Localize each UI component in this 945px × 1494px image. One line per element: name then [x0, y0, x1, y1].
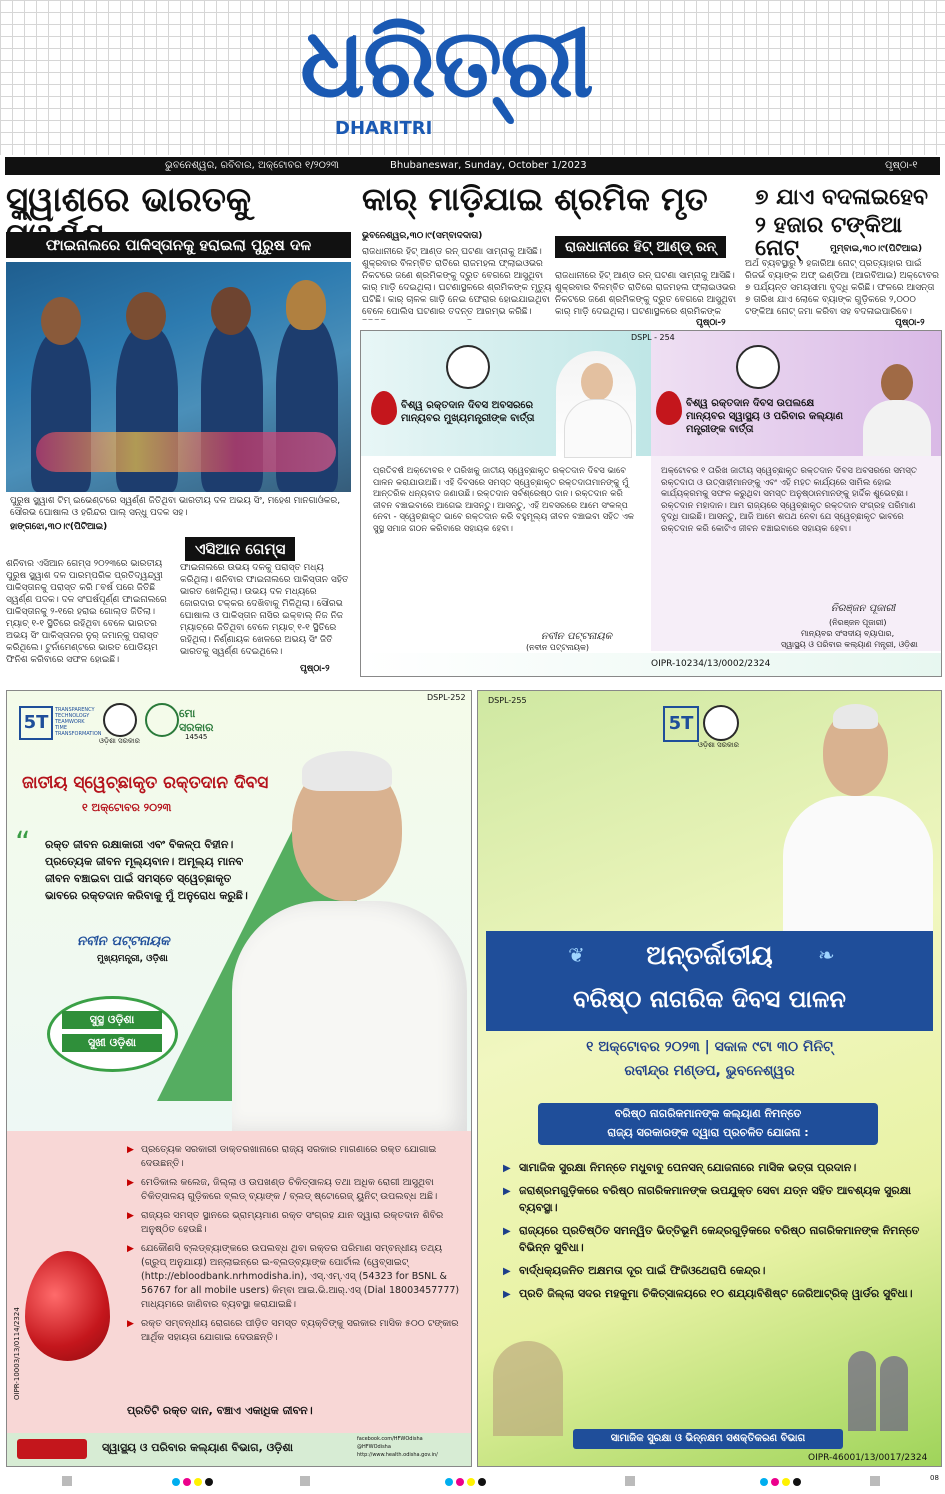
- senior-scheme-item: ▶ ଜରାଶ୍ରମଗୁଡ଼ିକରେ ବରିଷ୍ଠ ନାଗରିକମାନଙ୍କ ଉପଯୁକ୍ତ ସେବା ଯତ୍ନ ସହିତ ଆବଶ୍ୟକ ସୁରକ୍ଷା ବ୍ୟବସ୍ଥା।: [519, 1182, 923, 1216]
- blood-drop-icon: [371, 391, 397, 425]
- minister-signature-name: (ନିରଞ୍ଜନ ପୂଜାରୀ): [829, 618, 887, 627]
- blood-day-ad-code: DSPL - 254: [631, 333, 675, 342]
- odisha-govt-seal-icon: [446, 345, 490, 389]
- asian-games-tag: ଏସିଆନ ଗେମ୍ସ: [185, 537, 295, 561]
- senior-title-2: ବରିଷ୍ଠ ନାଗରିକ ଦିବସ ପାଳନ: [573, 985, 846, 1013]
- cm-message-text: ପ୍ରତିବର୍ଷ ଅକ୍ଟୋବର ୧ ତାରିଖକୁ ଜାତୀୟ ସ୍ୱେଚ୍ଛାକୃତ ରକ୍ତଦାନ ଦିବସ ଭାବେ ପାଳନ କରାଯାଉଅଛି। ଏହି ଦିବସରେ ସମସ୍ତ ସ୍ୱେଚ୍ଛାକୃତ ରକ୍ତଦାତାମାନଙ୍କୁ ମୁଁ ଆନ୍ତରିକ ଧନ୍ୟବାଦ ଜଣାଉଛି। ରକ୍ତଦାନ ସର୍ବଶ୍ରେଷ୍ଠ ଦାନ। ରକ୍ତଦାନ କରି ଜୀବନ ବଞ୍ଚାଇବାରେ ଆଗେଇ ଆସନ୍ତୁ। ଆସନ୍ତୁ, ଏହି ଅବସରରେ ଆମେ ସଂକଳ୍ପ ନେବା - ସ୍ୱେଚ୍ଛାକୃତ ଭାବେ ରକ୍ତଦାନ କରି ବହୁମୂଲ୍ୟ ଜୀବନ ବଞ୍ଚାଇବା ସହିତ ଏକ ସୁସ୍ଥ ସମାଜ ଗଠନ କରିବାରେ ସହାୟକ ହେବା।: [373, 466, 635, 534]
- senior-ad-code: DSPL-255: [488, 696, 527, 705]
- hitrun-tag: ରାଜଧାନୀରେ ହିଟ୍ ଆଣ୍ଡ୍ ରନ୍: [555, 236, 726, 258]
- cm-message-title: ବିଶ୍ୱ ରକ୍ତଦାନ ଦିବସ ଅବସରରେ ମାନ୍ୟବର ମୁଖ୍ୟମନ୍ତ୍ରୀଙ୍କ ବାର୍ତ୍ତା: [401, 400, 535, 424]
- senior-scheme-item: ▶ ରାଜ୍ୟରେ ପ୍ରତିଷ୍ଠିତ ସମନ୍ୱିତ ଭିତ୍ତିଭୂମି କେନ୍ଦ୍ରଗୁଡ଼ିକରେ ବରିଷ୍ଠ ନାଗରିକମାନଙ୍କ ନିମନ୍ତେ ବିଭିନ୍ନ ସୁବିଧା।: [519, 1222, 923, 1256]
- hitrun-continue: ପୃଷ୍ଠା-୨: [696, 318, 726, 328]
- cm-portrait-senior: [778, 701, 933, 931]
- voluntary-slogan: ପ୍ରତିଟି ରକ୍ତ ଦାନ, ବଞ୍ଚାଏ ଏକାଧିକ ଜୀବନ।: [127, 1404, 313, 1417]
- dateline-english: Bhubaneswar, Sunday, October 1/2023: [390, 160, 587, 171]
- mo-sarkar-number: 14545: [185, 733, 208, 741]
- senior-govt-label: ଓଡ଼ିଶା ସରକାର: [698, 741, 739, 749]
- scheme-title-2: ରାଜ୍ୟ ସରକାରଙ୍କ ଦ୍ୱାରା ପ୍ରଚଳିତ ଯୋଜନା :: [607, 1126, 809, 1139]
- cm-sign-role: ମୁଖ୍ୟମନ୍ତ୍ରୀ, ଓଡ଼ିଶା: [97, 954, 168, 964]
- squash-caption: ପୁରୁଷ ସ୍କ୍ୱାଶ ଟିମ୍ ଇଭେଣ୍ଟରେ ସ୍ୱର୍ଣ୍ଣ ଜିତିଥିବା ଭାରତୀୟ ଦଳ ଅଭୟ ସିଂ, ମହେଶ ମାନଗାଓଁକର, ସୌରଭ ଘୋଷାଲ ଓ ହରିନ୍ଦର ପାଲ୍ ସନ୍ଧୁ ପଦକ ସହ।: [10, 496, 341, 518]
- 5t-logo-senior: 5T: [663, 706, 699, 742]
- voluntary-bullet-list: [127, 1143, 462, 1345]
- senior-scheme-item: ▶ ସାମାଜିକ ସୁରକ୍ଷା ନିମନ୍ତେ ମଧୁବାବୁ ପେନସନ୍ ଯୋଜନାରେ ମାସିକ ଭତ୍ତା ପ୍ରଦାନ।: [519, 1159, 923, 1176]
- 5t-logo: 5T: [19, 706, 53, 740]
- senior-scheme-list: [503, 1159, 923, 1302]
- cm-quote: ରକ୍ତ ଜୀବନ ରକ୍ଷାକାରୀ ଏବଂ ବିକଳ୍ପ ବିହୀନ। ପ୍ରତ୍ୟେକ ଜୀବନ ମୂଲ୍ୟବାନ। ଅମୂଲ୍ୟ ମାନବ ଜୀବନ ବଞ୍ଚାଇବା ପାଇଁ ସମସ୍ତେ ସ୍ୱେଚ୍ଛାକୃତ ଭାବରେ ରକ୍ତଦାନ କରିବାକୁ ମୁଁ ଅନୁରୋଧ କରୁଛି।: [45, 838, 248, 902]
- minister-portrait: [861, 356, 931, 456]
- page-number-bottom: 08: [930, 1474, 939, 1482]
- hitrun-dateline: ଭୁବନେଶ୍ୱର,୩୦।୯(ସମ୍ବାଦଦାତା): [362, 231, 483, 241]
- mo-sarkar-icon: [145, 703, 179, 737]
- senior-title-1: ଅନ୍ତର୍ଜାତୀୟ: [646, 941, 773, 971]
- senior-footer: ସାମାଜିକ ସୁରକ୍ଷା ଓ ଭିନ୍ନକ୍ଷମ ସଶକ୍ତିକରଣ ବିଭାଗ: [573, 1429, 843, 1449]
- minister-message-title: ବିଶ୍ୱ ରକ୍ତଦାନ ଦିବସ ଉପଲକ୍ଷେ ମାନ୍ୟବର ସ୍ୱାସ୍ଥ୍ୟ ଓ ପରିବାର କଲ୍ୟାଣ ମନ୍ତ୍ରୀଙ୍କ ବାର୍ତ୍ତା: [686, 398, 844, 435]
- voluntary-oipr: OIPR-10003/13/0114/2324: [13, 1307, 21, 1400]
- elderly-couple-illustration: [848, 1351, 876, 1431]
- minister-role-2: ସ୍ୱାସ୍ଥ୍ୟ ଓ ପରିବାର କଲ୍ୟାଣ ମନ୍ତ୍ରୀ, ଓଡ଼ିଶା: [781, 640, 918, 649]
- squash-continue: ପୃଷ୍ଠା-୨: [300, 664, 330, 674]
- elderly-hand-illustration: [493, 1341, 563, 1436]
- notes-headline-2: ୨ ହଜାର ଟଙ୍କିଆ ନୋଟ୍: [755, 213, 903, 262]
- voluntary-title: ଜାତୀୟ ସ୍ୱେଚ୍ଛାକୃତ ରକ୍ତଦାନ ଦିବସ: [22, 773, 269, 793]
- hitrun-headline: କାର୍ ମାଡ଼ିଯାଇ ଶ୍ରମିକ ମୃତ: [362, 180, 708, 218]
- mo-sarkar-label: ମୋ ସରକାର: [179, 707, 214, 734]
- hitrun-body-1: ରାଜଧାନୀରେ ହିଟ୍ ଆଣ୍ଡ ରନ୍ ଘଟଣା ସାମ୍ନାକୁ ଆସିଛି। ଶୁକ୍ରବାର ବିଳମ୍ବିତ ରାତିରେ ରାଜମହଲ ଫ୍ଲାଇଓଭର ନିକଟରେ ଜଣେ ଶ୍ରମିକଙ୍କୁ ଦ୍ରୁତ ବେଗରେ ଆସୁଥିବା କାର୍ ମାଡ଼ି ଦେଇଥିଲା। ଘଟଣାସ୍ଥଳରେ ଶ୍ରମିକଙ୍କ ମୃତ୍ୟୁ ଘଟିଛି। କାର୍ ଚାଳକ ଗାଡ଼ି ନେଇ ଫେରାର ହୋଇଯାଇଥିବା ବେଳେ ପୋଲିସ ଘଟଣାର ତଦନ୍ତ ଆରମ୍ଭ କରିଛି।: [362, 247, 552, 317]
- voluntary-blood-donation-ad: [6, 690, 472, 1467]
- dateline-bar: [5, 157, 940, 175]
- odisha-seal-icon: [103, 703, 137, 737]
- voluntary-bullet: ▶ ରାଜ୍ୟର ସମସ୍ତ ସ୍ଥାନରେ ଭ୍ରାମ୍ୟମାଣ ରକ୍ତ ସଂଗ୍ରହ ଯାନ ଦ୍ୱାରା ରକ୍ତଦାନ ଶିବିର ଅନୁଷ୍ଠିତ ହେଉଛି।: [141, 1209, 462, 1237]
- senior-oipr: OIPR-46001/13/0017/2324: [808, 1453, 928, 1463]
- ornament-left-icon: ❦: [568, 943, 587, 967]
- badge-happy-odisha: ସୁଖୀ ଓଡ଼ିଶା: [62, 1034, 162, 1052]
- social-website-link[interactable]: http://www.health.odisha.gov.in/: [357, 1452, 438, 1458]
- page-number-top: ପୃଷ୍ଠା-୧: [885, 160, 918, 171]
- odisha-seal-icon-senior: [703, 705, 739, 741]
- notes-continue: ପୃଷ୍ଠା-୨: [895, 318, 925, 328]
- ornament-right-icon: ❧: [818, 943, 837, 967]
- senior-scheme-item: ▶ ବାର୍ଦ୍ଧକ୍ୟଜନିତ ଅକ୍ଷମତା ଦୂର ପାଇଁ ଫିଜିଓଥେରାପି କେନ୍ଦ୍ର।: [519, 1262, 923, 1279]
- notes-body: ଅର୍ଥ ବ୍ୟବସ୍ଥାରୁ ୨ ହଜାରିଆ ନୋଟ୍ ପ୍ରତ୍ୟାହାର ପାଇଁ ରିଜର୍ଭ ବ୍ୟାଙ୍କ ଅଫ୍ ଇଣ୍ଡିଆ (ଆରବିଆଇ) ଅକ୍ଟୋବର ୭ ପର୍ଯ୍ୟନ୍ତ ସମୟସୀମା ବୃଦ୍ଧି କରିଛି। ଫଳରେ ଆସନ୍ତା ୭ ତାରିଖ ଯାଏ ଲୋକେ ବ୍ୟାଙ୍କ ଗୁଡ଼ିକରେ ୨,୦୦୦ ଟଙ୍କିଆ ନୋଟ୍ ଜମା କରିବା ସହ ବଦଳାଇପାରିବେ।: [745, 259, 939, 317]
- voluntary-bullet: ▶ ପ୍ରତ୍ୟେକ ସରକାରୀ ଡାକ୍ତରଖାନାରେ ରାଜ୍ୟ ସରକାର ମାଗଣାରେ ରକ୍ତ ଯୋଗାଇ ଦେଉଛନ୍ତି।: [141, 1143, 462, 1171]
- cm-sign-voluntary: ନବୀନ ପଟ୍ଟନାୟକ: [77, 934, 170, 949]
- cm-portrait: [556, 351, 636, 456]
- social-twitter-link[interactable]: @HFWOdisha: [357, 1444, 391, 1450]
- newspaper-logo: ଧରିତ୍ରୀ: [300, 7, 592, 119]
- cm-portrait-large: [222, 751, 467, 1131]
- cm-signature: ନବୀନ ପଟ୍ଟନାୟକ: [541, 631, 612, 642]
- senior-event-venue: ରବୀନ୍ଦ୍ର ମଣ୍ଡପ, ଭୁବନେଶ୍ୱର: [624, 1063, 795, 1079]
- blood-day-oipr: OIPR-10234/13/0002/2324: [651, 659, 771, 669]
- hitrun-body-2: ରାଜଧାନୀରେ ହିଟ୍ ଆଣ୍ଡ ରନ୍ ଘଟଣା ସାମ୍ନାକୁ ଆସିଛି। ଶୁକ୍ରବାର ବିଳମ୍ବିତ ରାତିରେ ରାଜମହଲ ଫ୍ଲାଇଓଭର ନିକଟରେ ଜଣେ ଶ୍ରମିକଙ୍କୁ ଦ୍ରୁତ ବେଗରେ ଆସୁଥିବା କାର୍ ମାଡ଼ି ଦେଇଥିଲା। ଘଟଣାସ୍ଥଳରେ ଶ୍ରମିକଙ୍କ: [555, 271, 737, 317]
- squash-dateline: ହାଙ୍ଗଝୋ,୩୦।୯(ପିଟିଆଇ): [10, 522, 108, 532]
- voluntary-bullet: ▶ ମେଡିକାଲ କଲେଜ, ଜିଲ୍ଲା ଓ ଉପଖଣ୍ଡ ଚିକିତ୍ସାଳୟ ତଥା ଅଧିକ ରୋଗୀ ଆସୁଥିବା ଚିକିତ୍ସାଳୟ ଗୁଡ଼ିକରେ ବ୍ଲଡ୍ ବ୍ୟାଙ୍କ / ବ୍ଲଡ୍ ଷ୍ଟୋରେଜ୍ ୟୁନିଟ୍ ଉପଲବ୍ଧ ଅଛି।: [141, 1176, 462, 1204]
- voluntary-date: ୧ ଅକ୍ଟୋବର ୨୦୨୩: [82, 801, 172, 814]
- social-facebook-link[interactable]: facebook.com/HFWOdisha: [357, 1436, 423, 1442]
- dateline-odia: ଭୁବନେଶ୍ୱର, ରବିବାର, ଅକ୍ଟୋବର ୧/୨୦୨୩: [165, 160, 339, 171]
- health-dept-logo-icon: [17, 1439, 87, 1459]
- squash-body-right: ଫାଇନାଲରେ ଉଭୟ ଦଳକୁ ପରାସ୍ତ ମଧ୍ୟ କରିଥିଲା। ଶନିବାର ଫାଇନାଲରେ ପାକିସ୍ତାନ ସହିତ ଭାରତ ଖେଳିଥିଲା। ଉଭୟ ଦଳ ମଧ୍ୟରେ ଜୋରଦାର ଟକ୍କର ଦେଖିବାକୁ ମିଳିଥିଲା। ସୌରଭ ଘୋଷାଲ ଓ ପାକିସ୍ତାନ ନାସିର ଇକ୍‌ବାଲ୍ ନିଜ ନିଜ ମ୍ୟାଚ୍‌ରେ ଜିତିଥିବା ବେଳେ ମ୍ୟାଚ୍ ୧-୧ ସ୍ଥିତିରେ ରହିଥିଲା। ନିର୍ଣ୍ଣାୟକ ଖେଳରେ ଅଭୟ ସିଂ ଜିତି ଭାରତକୁ ସ୍ୱର୍ଣ୍ଣ ଦେଇଥିଲେ।: [180, 563, 349, 657]
- odisha-govt-seal-icon-2: [736, 345, 780, 389]
- newspaper-logo-english: DHARITRI: [335, 118, 433, 139]
- badge-healthy-odisha: ସୁସ୍ଥ ଓଡ଼ିଶା: [62, 1011, 162, 1029]
- squash-team-photo: [6, 262, 351, 492]
- scheme-title-1: ବରିଷ୍ଠ ନାଗରିକମାନଙ୍କ କଲ୍ୟାଣ ନିମନ୍ତେ: [614, 1107, 802, 1120]
- minister-signature: ନିରଞ୍ଜନ ପୂଜାରୀ: [831, 603, 896, 614]
- blood-drop-icon-2: [656, 391, 682, 425]
- squash-subhead: ଫାଇନାଲରେ ପାକିସ୍ତାନକୁ ହରାଇଲା ପୁରୁଷ ଦଳ: [6, 232, 351, 258]
- senior-citizens-ad: [477, 690, 942, 1467]
- voluntary-ad-code: DSPL-252: [427, 693, 466, 702]
- blood-day-messages-ad: [360, 330, 942, 677]
- notes-headline-1: ୭ ଯାଏ ବଦଳାଇହେବ: [755, 185, 929, 210]
- senior-event-time: ୧ ଅକ୍ଟୋବର ୨୦୨୩ | ସକାଳ ୯ଟା ୩୦ ମିନିଟ୍: [586, 1039, 833, 1055]
- notes-dateline: ମୁମ୍ବାଇ,୩୦।୯(ପିଟିଆଇ): [830, 244, 923, 254]
- 5t-logo-sub: TRANSPARENCY TECHNOLOGY TEAMWORK TIME TRANSFORMATION: [55, 707, 102, 737]
- voluntary-footer: ସ୍ୱାସ୍ଥ୍ୟ ଓ ପରିବାର କଲ୍ୟାଣ ବିଭାଗ, ଓଡ଼ିଶା: [102, 1441, 294, 1454]
- voluntary-bullet: ▶ ଯେକୌଣସି ବ୍ଲଡ୍‌ବ୍ୟାଙ୍କରେ ଉପଲବ୍ଧ ଥିବା ରକ୍ତର ପରିମାଣ ସମ୍ବନ୍ଧୀୟ ତଥ୍ୟ (ଗ୍ରୁପ୍ ଅନୁଯାୟୀ) ଅନ୍‌ଲାଇନ୍‌ରେ ଇ-ବ୍ଲଡ୍‌ବ୍ୟାଙ୍କ ପୋର୍ଟାଲ (ୱେବ୍‌ସାଇଟ୍ (http://ebloodbank.nrhmodisha.in), ଏସ୍.ଏମ୍.ଏସ୍ (54323 for BSNL & 56767 for all mobile users) କିମ୍ବା ଆଇ.ଭି.ଆର୍.ଏସ୍ (Dial 18003457777) ମାଧ୍ୟମରେ ଜାଣିବାର ବ୍ୟବସ୍ଥା କରାଯାଇଛି।: [141, 1242, 462, 1312]
- squash-body-left: ଶନିବାର ଏସିଆନ ଗେମ୍ସ ୨୦୨୩ରେ ଭାରତୀୟ ପୁରୁଷ ସ୍କ୍ୱାଶ ଦଳ ପାରମ୍ପରିକ ପ୍ରତିଦ୍ୱନ୍ଦ୍ୱୀ ପାକିସ୍ତାନକୁ ପରାସ୍ତ କରି ୮ବର୍ଷ ପରେ ଜିତିଛି ସ୍ୱର୍ଣ୍ଣ ପଦକ। ଦଳ ସଂଘର୍ଷପୂର୍ଣ୍ଣ ଫାଇନାଲରେ ପାକିସ୍ତାନକୁ ୨-୧ରେ ହରାଇ ଗୋଲ୍ଡ ଜିତିଲା। ମ୍ୟାଚ୍ ୧-୧ ସ୍ଥିତିରେ ରହିଥିବା ବେଳେ ଭାରତର ଅଭୟ ସିଂ ପାକିସ୍ତାନର ନୁର୍ ଜମାନ୍‌କୁ ପରାସ୍ତ କରିଥିଲେ। ଟୁର୍ନାମେଣ୍ଟରେ ଭାରତ ପୋଡିୟମ ଫିନିଶ କରିବାରେ ସଫଳ ହୋଇଛି।: [6, 559, 167, 665]
- squash-headline: ସ୍କ୍ୱାଶରେ ଭାରତକୁ: [6, 180, 252, 220]
- minister-role-1: ମାନ୍ୟବର ସଂସଦୀୟ ବ୍ୟାପାର,: [801, 629, 895, 638]
- voluntary-bullet: ▶ ରକ୍ତ ସମ୍ବନ୍ଧୀୟ ରୋଗରେ ପୀଡ଼ିତ ସମସ୍ତ ବ୍ୟକ୍ତିଙ୍କୁ ସରକାର ମାସିକ ୫୦୦ ଟଙ୍କାର ଆର୍ଥିକ ସହାୟତା ଯୋଗାଇ ଦେଉଛନ୍ତି।: [141, 1317, 462, 1345]
- odisha-govt-label: ଓଡ଼ିଶା ସରକାର: [99, 737, 140, 745]
- print-registration-marks: [0, 1470, 945, 1494]
- minister-message-text: ଅକ୍ଟୋବର ୧ ତାରିଖ ଜାତୀୟ ସ୍ୱେଚ୍ଛାକୃତ ରକ୍ତଦାନ ଦିବସ ଅବସରରେ ସମସ୍ତ ରକ୍ତଦାତା ଓ ଉତ୍ସାହୀମାନଙ୍କୁ ଏବଂ ଏହି ମହତ କାର୍ଯ୍ୟରେ ସାମିଲ ହୋଇ କାର୍ଯ୍ୟକ୍ରମକୁ ସଫଳ କରୁଥିବା ସମସ୍ତ ଅନୁଷ୍ଠାନମାନଙ୍କୁ ହାର୍ଦ୍ଦିକ ଶୁଭେଚ୍ଛା। ରକ୍ତଦାନ ମହାଦାନ। ଆମ ରାଜ୍ୟରେ ସ୍ୱେଚ୍ଛାକୃତ ରକ୍ତଦାନ ସଂଗ୍ରହ ପରିମାଣ ବୃଦ୍ଧି ପାଇଛି। ଆସନ୍ତୁ, ଆଜି ଆମେ ଶପଥ ନେବା ଯେ ସ୍ୱେଚ୍ଛାକୃତ ଭାବରେ ରକ୍ତଦାନ କରି କୋଟିଏ ଜୀବନ ବଞ୍ଚାଇବାରେ ସହାୟକ ହେବା।: [661, 466, 917, 534]
- cm-signature-name: (ନବୀନ ପଟ୍ଟନାୟକ): [526, 643, 590, 652]
- senior-scheme-item: ▶ ପ୍ରତି ଜିଲ୍ଲା ସଦର ମହକୁମା ଚିକିତ୍ସାଳୟରେ ୧୦ ଶଯ୍ୟାବିଶିଷ୍ଟ ଜେରିଆଟ୍ରିକ୍ ୱାର୍ଡର ସୁବିଧା।: [519, 1285, 923, 1302]
- quote-open-icon: “: [15, 826, 31, 861]
